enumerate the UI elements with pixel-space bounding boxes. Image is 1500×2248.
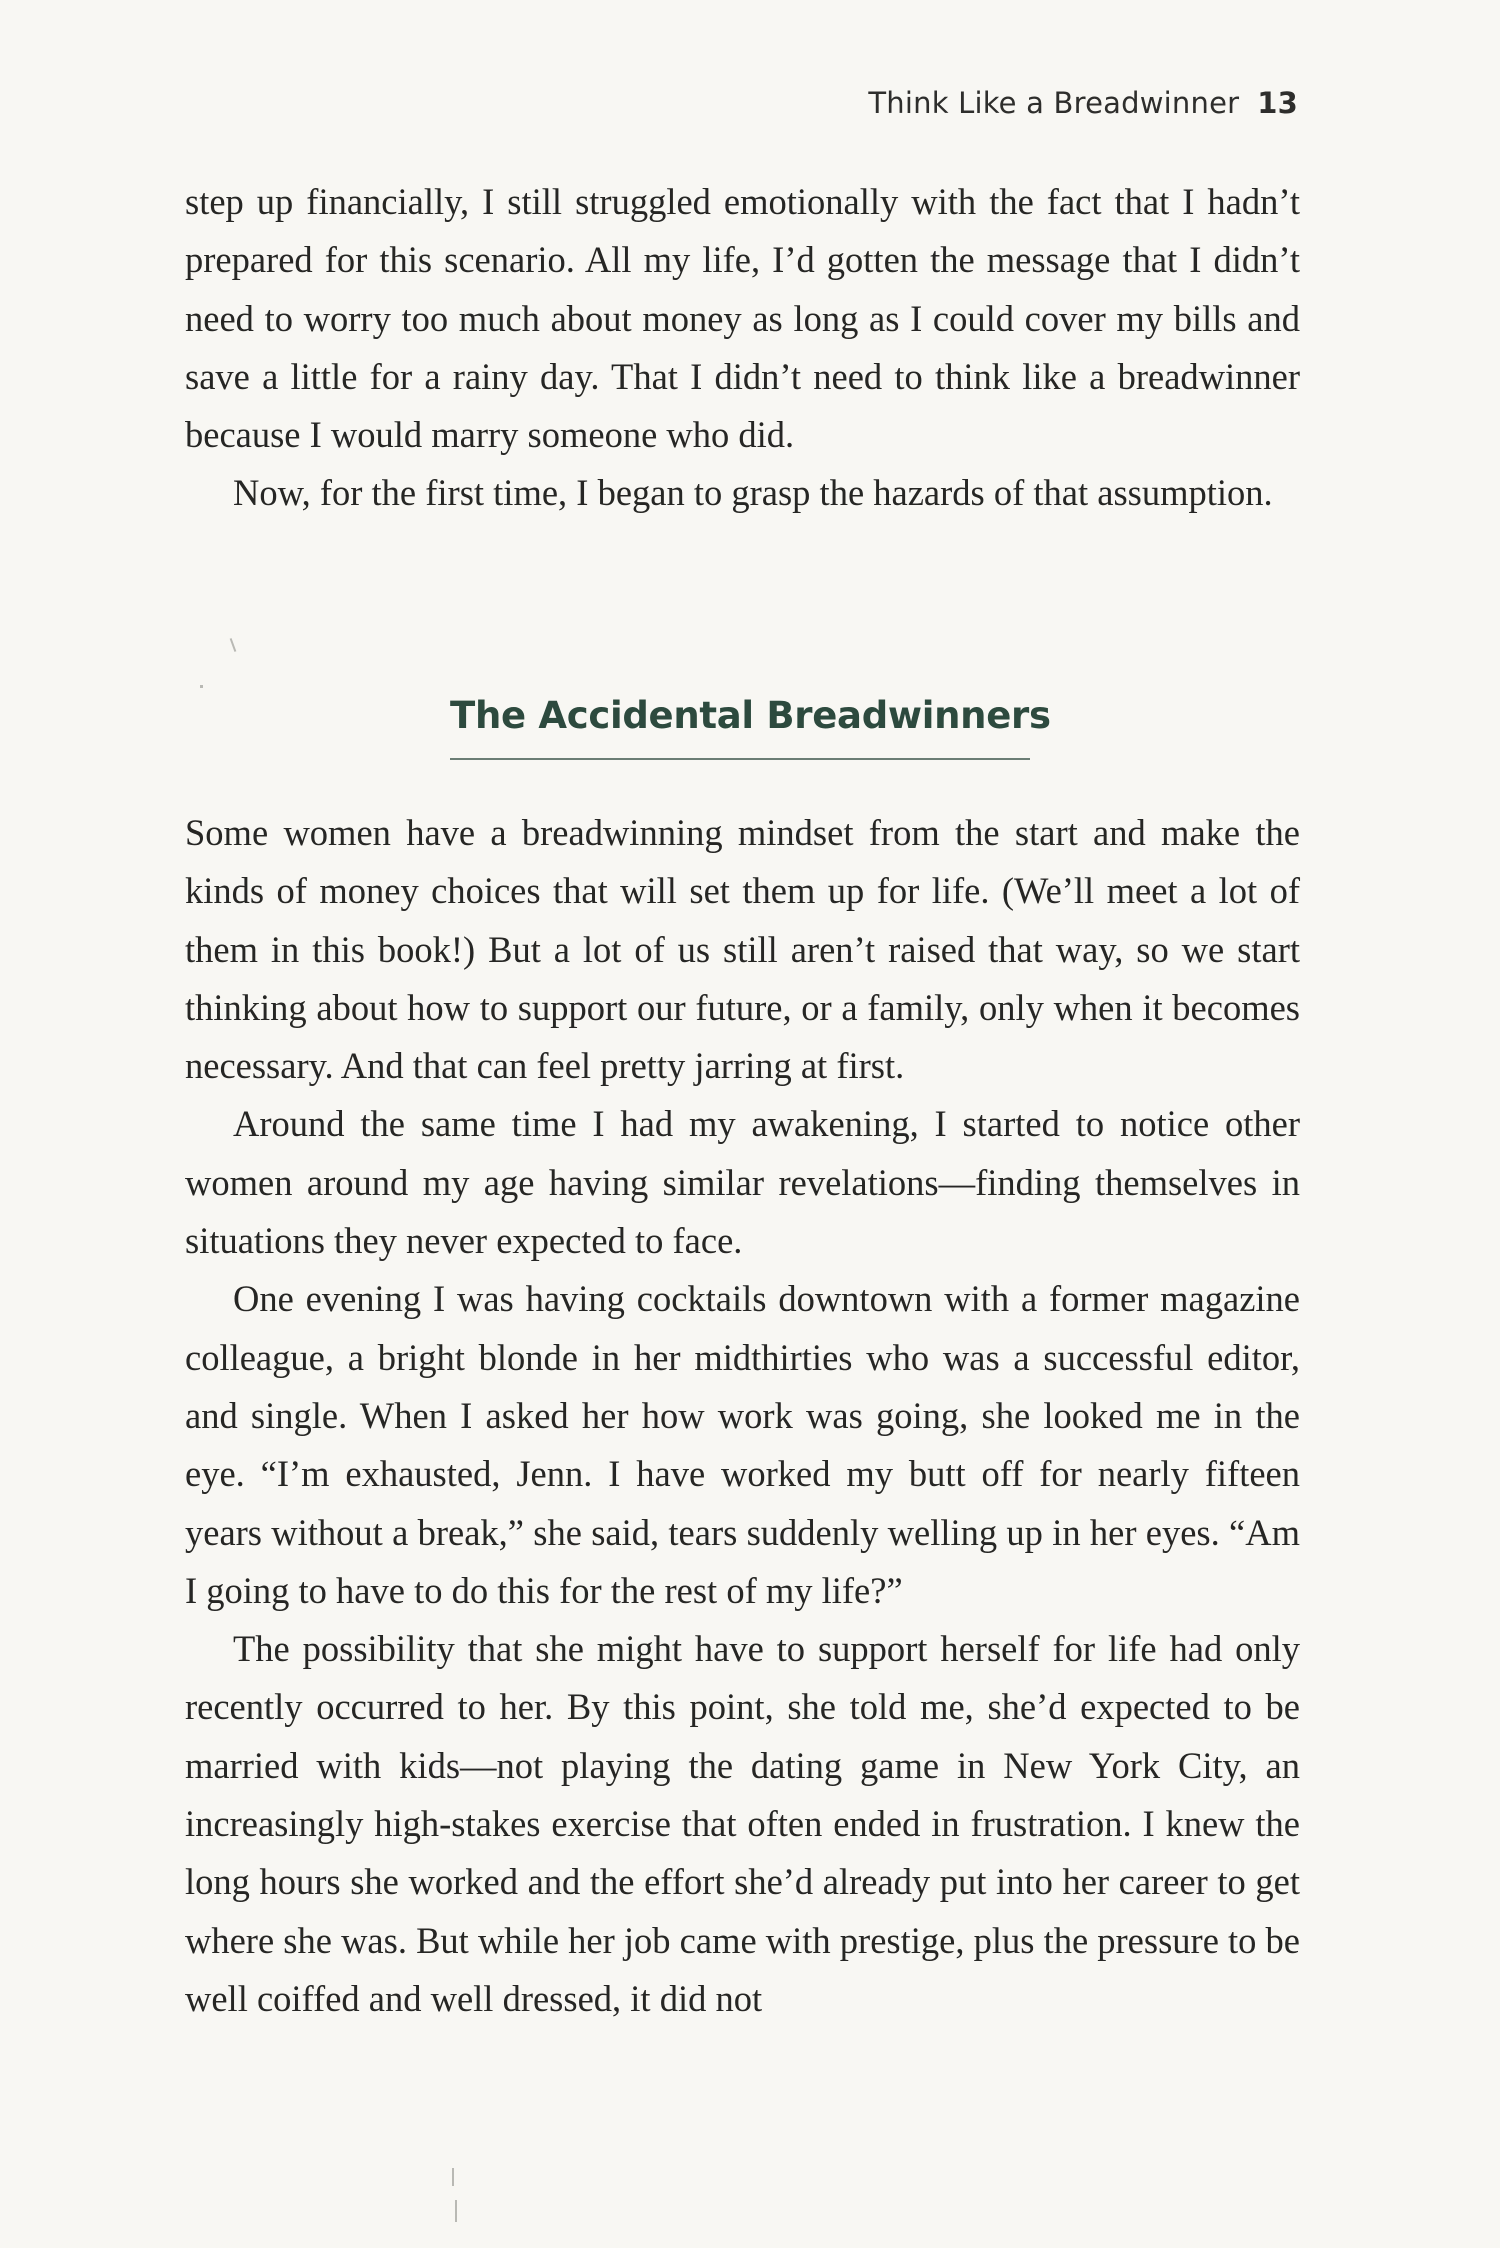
scan-speck xyxy=(200,685,203,688)
body-text-section xyxy=(185,804,1300,2028)
scan-speck xyxy=(452,2168,454,2186)
scan-speck xyxy=(230,638,237,652)
running-head xyxy=(868,86,1298,120)
paragraph: Around the same time I had my awakening, I started to notice other women around my age having similar revelations—finding themselves in situations they never expected to face. xyxy=(185,1103,1300,1262)
section-heading: The Accidental Breadwinners xyxy=(450,694,1051,737)
paragraph: The possibility that she might have to support herself for life had only recently occurred to her. By this point, she told me, she’d expected to be married with kids—not playing the dating game in New York City, an increasingly high-stakes exercise that often ended in frustration. I knew the long hours she worked and the effort she’d already put into her career to get where she was. But while her job came with prestige, plus the pressure to be well coiffed and well dressed, it did not xyxy=(185,1628,1300,2019)
body-text-top xyxy=(185,173,1300,523)
heading-underline xyxy=(450,758,1030,760)
paragraph: Some women have a breadwinning mindset from the start and make the kinds of money choices that will set them up for life. (We’ll meet a lot of them in this book!) But a lot of us still aren’t raised that way, so we start thinking about how to support our future, or a family, only when it becomes necessary. And that can feel pretty jarring at first. xyxy=(185,812,1300,1087)
page-number: 13 xyxy=(1257,86,1298,120)
running-head-title: Think Like a Breadwinner xyxy=(868,86,1240,120)
paragraph: One evening I was having cocktails downtown with a former magazine colleague, a bright blonde in her midthirties who was a successful editor, and single. When I asked her how work was going, she looked me in the eye. “I’m exhausted, Jenn. I have worked my butt off for nearly fifteen years without a break,” she said, tears suddenly welling up in her eyes. “Am I going to have to do this for the rest of my life?” xyxy=(185,1278,1300,1611)
section-heading-wrap xyxy=(450,694,1051,737)
scan-speck xyxy=(455,2200,457,2222)
paragraph: Now, for the first time, I began to grasp the hazards of that assumption. xyxy=(233,472,1273,514)
paragraph: step up financially, I still struggled emotionally with the fact that I hadn’t prepared for this scenario. All my life, I’d gotten the message that I didn’t need to worry too much about money as long as I could cover my bills and save a little for a rainy day. That I didn’t need to think like a breadwinner because I would marry someone who did. xyxy=(185,181,1300,456)
